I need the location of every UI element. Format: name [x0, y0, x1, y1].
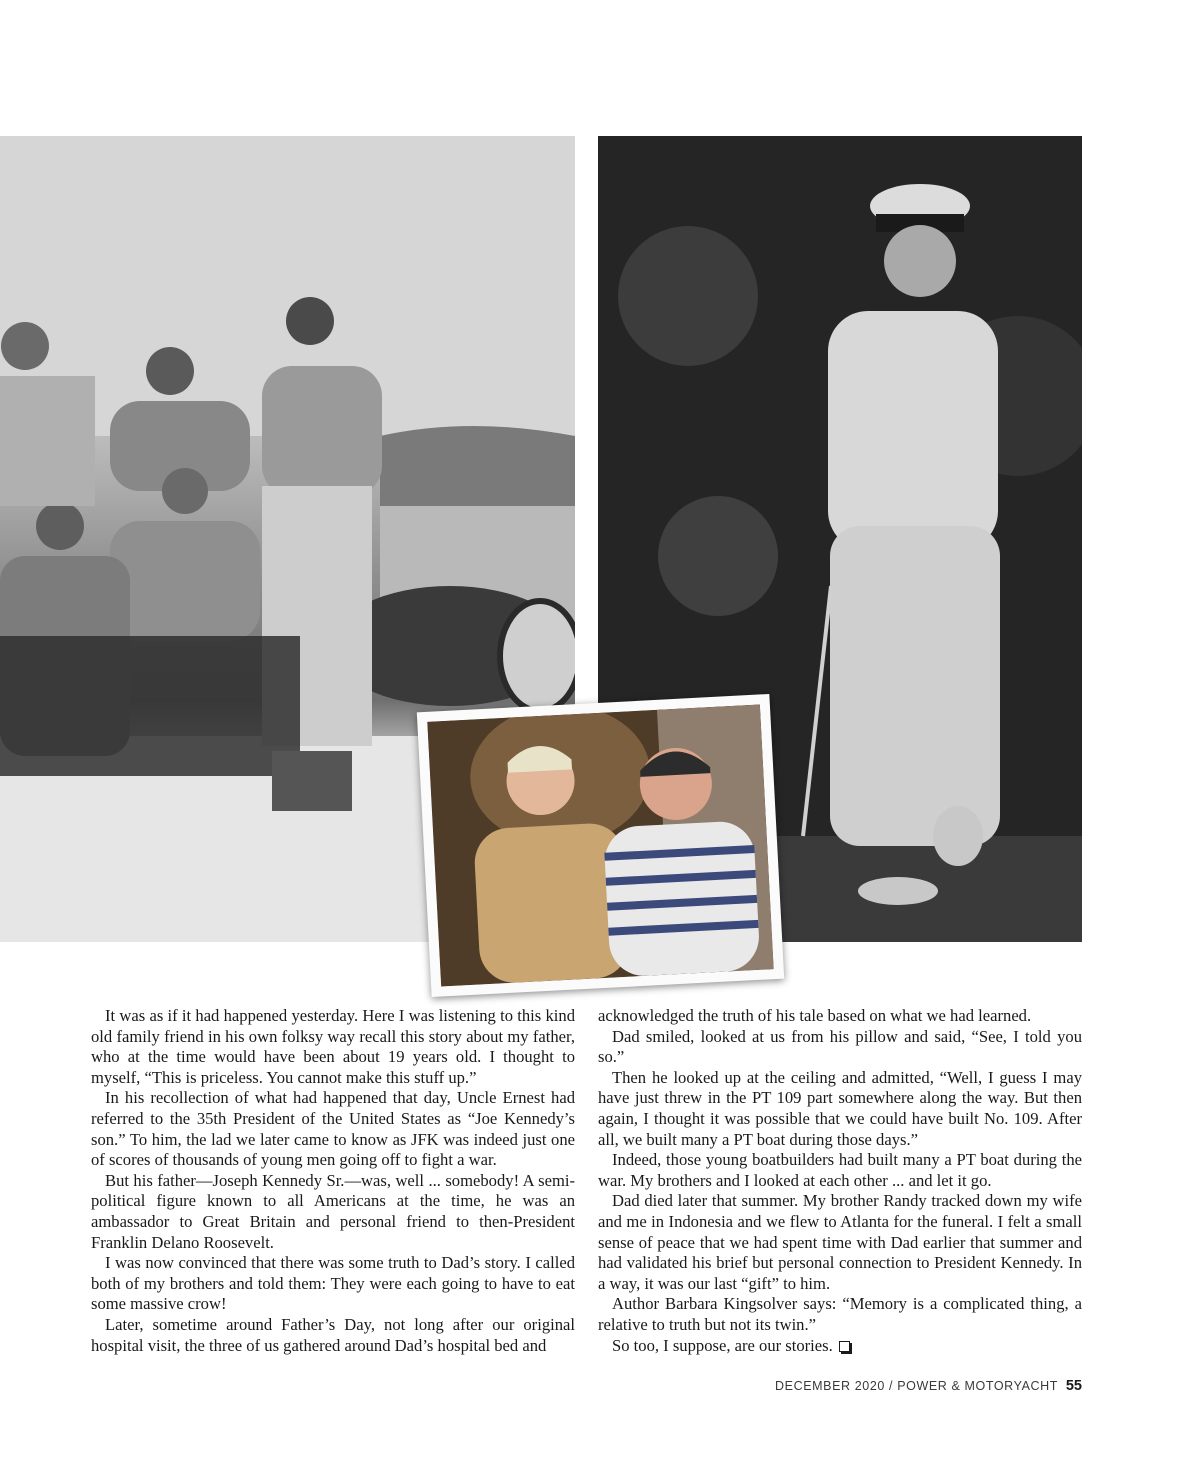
- paragraph: But his father—Joseph Kennedy Sr.—was, well ... somebody! A semi-political figure known to all Americans at the time, he was an ambassador to Great Britain and personal friend to then-President Franklin Delano Roosevelt.: [91, 1170, 575, 1252]
- photo-color-snapshot-drawing: [427, 704, 773, 986]
- paragraph-final: [598, 1336, 1082, 1357]
- paragraph: I was now convinced that there was some truth to Dad’s story. I called both of my brothers and told them: They were each going to have to eat some massive crow!: [91, 1253, 575, 1314]
- footer-issue: DECEMBER 2020: [775, 1379, 885, 1393]
- final-sentence: So too, I suppose, are our stories.: [612, 1335, 833, 1355]
- paragraph: Indeed, those young boatbuilders had built many a PT boat during the war. My brothers and I looked at each other ... and let it go.: [598, 1150, 1082, 1190]
- paragraph: Dad died later that summer. My brother Randy tracked down my wife and me in Indonesia and we flew to Atlanta for the funeral. I felt a small sense of peace that we had spent time with Dad earlier that summer and had validated his brief but personal connection to President Kennedy. In a way, it was our last “gift” to him.: [598, 1191, 1082, 1293]
- paragraph: It was as if it had happened yesterday. Here I was listening to this kind old family friend in his own folksy way recall this story about my father, who at the time would have been about 19 years old. I thought to myself, “This is priceless. You cannot make this stuff up.”: [91, 1006, 575, 1087]
- end-of-article-square-icon: [839, 1341, 850, 1352]
- footer-separator: /: [889, 1379, 894, 1393]
- article-column-right: [598, 1006, 1082, 1356]
- photo-color-snapshot: [417, 694, 784, 997]
- paragraph: Dad smiled, looked at us from his pillow and said, “See, I told you so.”: [598, 1026, 1082, 1067]
- page-footer: [775, 1378, 1082, 1396]
- paragraph: Author Barbara Kingsolver says: “Memory is a complicated thing, a relative to truth but not its twin.”: [598, 1294, 1082, 1334]
- paragraph: In his recollection of what had happened that day, Uncle Ernest had referred to the 35th President of the United States as “Joe Kennedy’s son.” To him, the lad we later came to know as JFK was indeed just one of scores of thousands of young men going off to fight a war.: [91, 1088, 575, 1170]
- paragraph: Then he looked up at the ceiling and admitted, “Well, I guess I may have just threw in the PT 109 part somewhere along the way. But then again, I thought it was possible that we could have built No. 109. After all, we built many a PT boat during those days.”: [598, 1067, 1082, 1149]
- photo-color-snapshot-image: [427, 704, 773, 986]
- page-number: 55: [1065, 1378, 1082, 1394]
- article-column-left: [91, 1006, 575, 1356]
- footer-magazine: POWER & MOTORYACHT: [897, 1379, 1058, 1393]
- paragraph-continuation: acknowledged the truth of his tale based on what we had learned.: [598, 1006, 1032, 1025]
- paragraph: Later, sometime around Father’s Day, not long after our original hospital visit, the three of us gathered around Dad’s hospital bed and: [91, 1314, 575, 1355]
